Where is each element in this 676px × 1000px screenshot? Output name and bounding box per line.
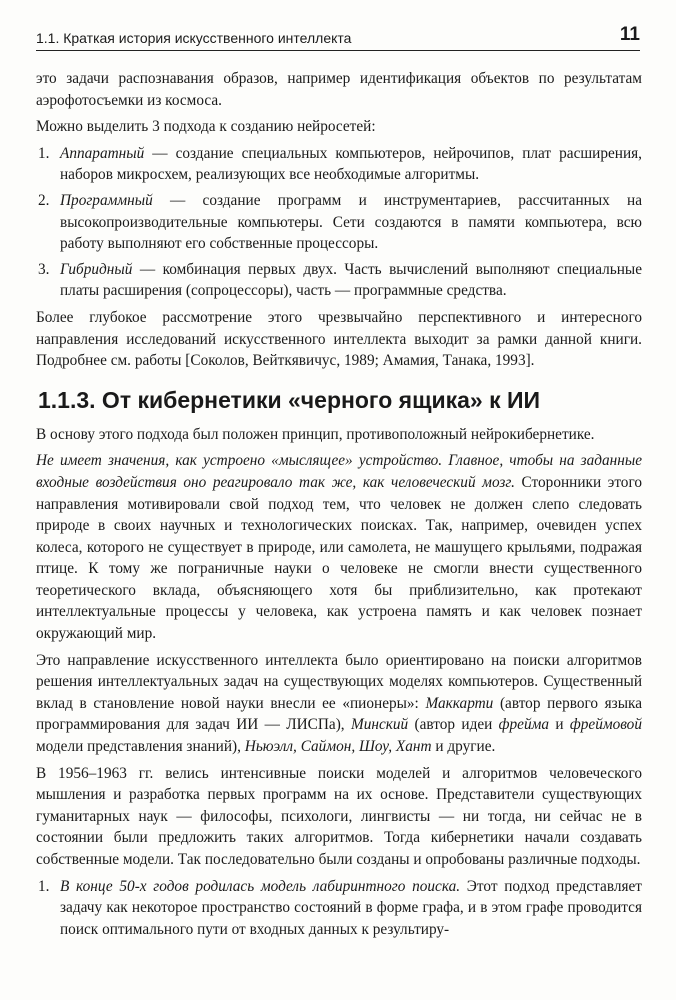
section-heading: 1.1.3. От кибернетики «черного ящика» к ИИ [38,386,541,413]
list-term: Гибридный [60,260,133,278]
paragraph-text: модели представления знаний), [36,738,245,756]
term: фреймовой [569,716,642,734]
paragraph [36,650,642,758]
list-item [36,143,642,186]
list-text: Этот подход представляет задачу как некоторое пространство состояний в форме графа, и в этом графе проводится поиск оптимального пути от входных данных к результиру- [60,877,642,938]
paragraph-text: и другие. [431,738,496,756]
paragraph-text: Сторонники этого направления мотивировали свой подход тем, что человек не должен слепо следовать природе в своих научных и технологических поисках. Так, например, очевиден успех колеса, которого не существует в природе, или самолета, не машущего крыльями, подражая птице. К тому же пограничные науки о человеке не смогли внести существенного теоретического вклада, объясняющего хотя бы приблизительно, как протекают интеллектуальные процессы у человека, как устроена память и как человек познает окружающий мир. [36,473,642,643]
list-number: 1. [38,144,50,162]
list-term: Программный [60,191,153,209]
approaches-history-list [36,876,642,941]
approaches-list [36,143,642,302]
paragraph [36,450,642,644]
page-body [36,68,642,945]
list-text: — создание специальных компьютеров, нейрочипов, плат расширения, наборов микросхем, реализующих все необходимые алгоритмы. [60,144,642,184]
paragraph: Более глубокое рассмотрение этого чрезвычайно перспективного и интересного направления исследований искусственного интеллекта выходит за рамки данной книги. Подробнее см. работы [Соколов, Вейткявичус, 1989; Амамия, Танака, 1993]. [36,308,642,370]
list-item [36,876,642,941]
paragraph-text: Это направление искусственного интеллекта было ориентировано на поиски алгоритмов решения интеллектуальных задач на существующих моделях компьютеров. Существенный вклад в становление новой науки внесли ее «пионеры»: [36,651,642,712]
list-text: — комбинация первых двух. Часть вычислений выполняют специальные платы расширения (сопроцессоры), часть — программные средства. [60,260,642,300]
running-title: 1.1. Краткая история искусственного интеллекта [36,30,352,46]
term: фрейма [498,716,550,734]
person-name: Минский [350,716,409,734]
list-number: 3. [38,260,50,278]
list-term: В конце 50-х годов родилась модель лабиринтного поиска. [60,877,461,895]
paragraph-text: и [549,716,570,734]
list-number: 1. [38,877,50,895]
list-number: 2. [38,191,50,209]
person-names: Ньюэлл, Саймон, Шоу, Хант [244,738,432,756]
person-name: Маккарти [425,694,494,712]
paragraph: Можно выделить 3 подхода к созданию нейросетей: [36,118,376,136]
page-number: 11 [619,24,640,45]
italic-thesis: Не имеет значения, как устроено «мыслящее» устройство. Главное, чтобы на заданные входные воздействия оно реагировало так же, как человеческий мозг. [36,452,642,491]
list-term: Аппаратный [60,144,145,162]
list-text: — создание программ и инструментариев, рассчитанных на высокопроизводительные компьютеры. Сети создаются в памяти компьютера, всю работу выполняют его собственные процессоры. [60,191,642,253]
list-item [36,190,642,255]
running-head [36,24,640,51]
paragraph-text: (автор первого языка программирования для задач ИИ — ЛИСПа), [36,694,642,734]
paragraph-text: (автор идеи [408,716,499,734]
list-item [36,259,642,302]
paragraph: В основу этого подхода был положен принцип, противоположный нейрокибернетике. [36,425,595,443]
paragraph: В 1956–1963 гг. велись интенсивные поиски моделей и алгоритмов человеческого мышления и разработка первых программ на их основе. Представители существующих гуманитарных наук — философы, психологи, лингвисты — ни тогда, ни сейчас не в состоянии были предложить таких алгоритмов. Тогда кибернетики начали создавать собственные модели. Так последовательно были созданы и опробованы различные подходы. [36,764,642,868]
paragraph: это задачи распознавания образов, например идентификация объектов по результатам аэрофотосъемки из космоса. [36,70,642,109]
